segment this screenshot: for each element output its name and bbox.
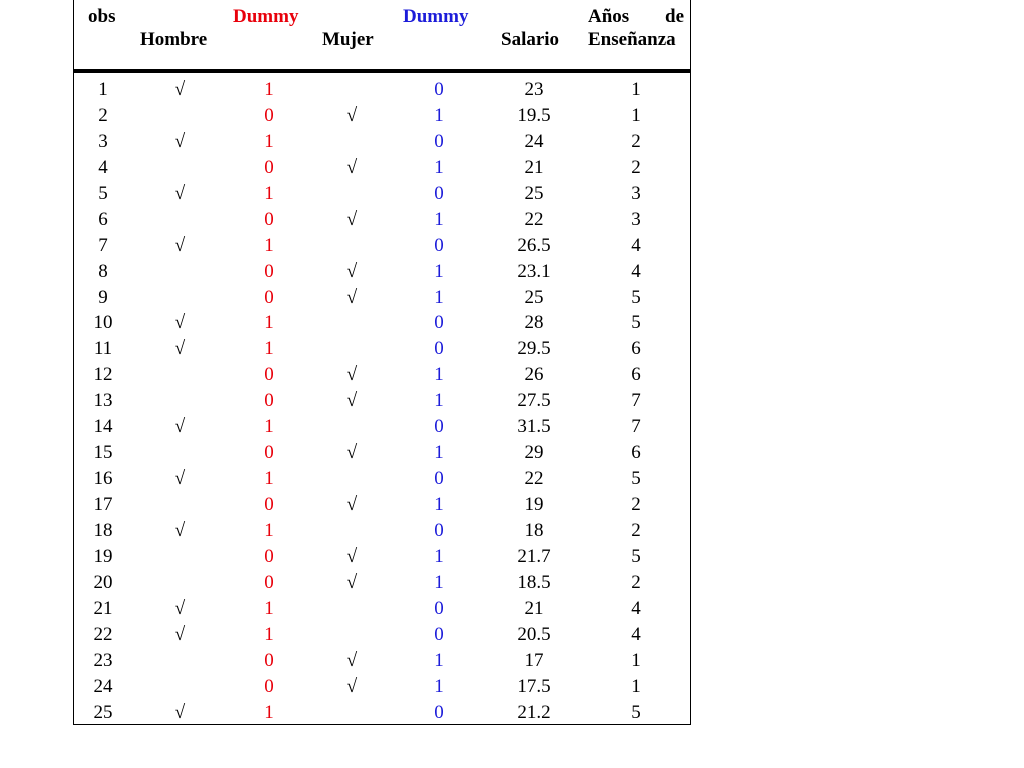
obs-cell: 13	[93, 390, 113, 412]
dummy-hombre-cell: 1	[264, 234, 274, 256]
obs-cell: 1	[98, 79, 108, 100]
dummy-mujer-cell: 1	[434, 442, 444, 464]
header-de: de	[665, 6, 684, 27]
salario-cell: 23	[524, 79, 544, 100]
obs-cell: 17	[93, 494, 113, 515]
mujer-check: √	[346, 545, 358, 567]
ensenanza-cell: 4	[631, 597, 641, 619]
dummy-hombre-cell: 1	[264, 701, 274, 723]
hombre-check: √	[174, 623, 186, 645]
hombre-check: √	[174, 338, 186, 360]
table-row	[74, 388, 690, 414]
header-salario: Salario	[501, 29, 560, 50]
dummy-hombre-cell: 0	[264, 571, 274, 593]
salario-cell: 28	[524, 312, 544, 334]
table-row	[74, 285, 690, 311]
dummy-mujer-cell: 1	[434, 260, 444, 282]
salario-cell: 17.5	[517, 675, 551, 697]
dummy-hombre-cell: 1	[264, 468, 274, 490]
mujer-check: √	[346, 260, 358, 282]
dummy-hombre-cell: 1	[264, 312, 274, 334]
ensenanza-cell: 7	[631, 390, 641, 412]
obs-cell: 24	[93, 675, 113, 697]
salario-cell: 18.5	[517, 571, 551, 593]
ensenanza-cell: 1	[631, 649, 641, 671]
dummy-mujer-cell: 0	[434, 468, 444, 490]
mujer-check: √	[346, 571, 358, 593]
dummy-mujer-cell: 0	[434, 79, 444, 100]
obs-cell: 20	[93, 571, 113, 593]
mujer-check: √	[346, 442, 358, 464]
table-row	[74, 181, 690, 207]
ensenanza-cell: 5	[631, 312, 641, 334]
dummy-hombre-cell: 1	[264, 416, 274, 438]
hombre-check: √	[174, 182, 186, 204]
salario-cell: 22	[524, 208, 544, 230]
mujer-check: √	[346, 675, 358, 697]
ensenanza-cell: 5	[631, 701, 641, 723]
dummy-mujer-cell: 1	[434, 545, 444, 567]
ensenanza-cell: 3	[631, 208, 641, 230]
obs-cell: 11	[93, 338, 113, 360]
hombre-check: √	[174, 130, 186, 152]
table-row	[74, 129, 690, 155]
hombre-check: √	[174, 234, 186, 256]
salario-cell: 26	[524, 364, 544, 386]
table-row	[74, 492, 690, 518]
salario-cell: 23.1	[517, 260, 551, 282]
table-body	[74, 77, 690, 725]
table-row	[74, 674, 690, 700]
dummy-hombre-cell: 1	[264, 130, 274, 152]
obs-cell: 3	[98, 130, 108, 152]
obs-cell: 23	[93, 649, 113, 671]
obs-cell: 9	[98, 286, 108, 308]
dummy-hombre-cell: 0	[264, 390, 274, 412]
dummy-mujer-cell: 1	[434, 208, 444, 230]
mujer-check: √	[346, 208, 358, 230]
dummy-mujer-cell: 1	[434, 675, 444, 697]
ensenanza-cell: 3	[631, 182, 641, 204]
ensenanza-cell: 5	[631, 468, 641, 490]
dummy-hombre-cell: 1	[264, 338, 274, 360]
mujer-check: √	[346, 286, 358, 308]
table-row	[74, 233, 690, 259]
obs-cell: 8	[98, 260, 108, 282]
dummy-mujer-cell: 0	[434, 234, 444, 256]
table-row	[74, 622, 690, 648]
dummy-mujer-cell: 0	[434, 597, 444, 619]
salario-cell: 29.5	[517, 338, 551, 360]
ensenanza-cell: 7	[631, 416, 641, 438]
obs-cell: 12	[93, 364, 113, 386]
salario-cell: 22	[524, 468, 544, 490]
ensenanza-cell: 4	[631, 623, 641, 645]
obs-cell: 21	[93, 597, 113, 619]
table-row	[74, 414, 690, 440]
table-row	[74, 570, 690, 596]
table-row	[74, 207, 690, 233]
dummy-mujer-cell: 1	[434, 494, 444, 515]
salario-cell: 21.2	[517, 701, 551, 723]
table-row	[74, 440, 690, 466]
mujer-check: √	[346, 364, 358, 386]
hombre-check: √	[174, 519, 186, 541]
salario-cell: 25	[524, 286, 544, 308]
obs-cell: 6	[98, 208, 108, 230]
dummy-hombre-cell: 0	[264, 675, 274, 697]
mujer-check: √	[346, 156, 358, 178]
table-row	[74, 259, 690, 285]
dummy-hombre-cell: 0	[264, 208, 274, 230]
ensenanza-cell: 1	[631, 79, 641, 100]
obs-cell: 18	[93, 519, 113, 541]
dummy-mujer-cell: 1	[434, 649, 444, 671]
table-row	[74, 466, 690, 492]
salario-cell: 21	[524, 597, 544, 619]
dummy-mujer-cell: 1	[434, 571, 444, 593]
ensenanza-cell: 2	[631, 571, 641, 593]
ensenanza-cell: 1	[631, 675, 641, 697]
header-obs: obs	[88, 6, 116, 27]
ensenanza-cell: 2	[631, 156, 641, 178]
hombre-check: √	[174, 312, 186, 334]
ensenanza-cell: 6	[631, 338, 641, 360]
ensenanza-cell: 5	[631, 545, 641, 567]
ensenanza-cell: 6	[631, 442, 641, 464]
ensenanza-cell: 5	[631, 286, 641, 308]
obs-cell: 14	[93, 416, 113, 438]
mujer-check: √	[346, 104, 358, 126]
dummy-hombre-cell: 0	[264, 494, 274, 515]
header-hombre: Hombre	[140, 29, 208, 50]
dummy-hombre-cell: 0	[264, 286, 274, 308]
table-row	[74, 596, 690, 622]
dummy-mujer-cell: 1	[434, 286, 444, 308]
table-row	[74, 155, 690, 181]
ensenanza-cell: 2	[631, 130, 641, 152]
ensenanza-cell: 2	[631, 494, 641, 515]
salario-cell: 25	[524, 182, 544, 204]
salario-cell: 21	[524, 156, 544, 178]
dummy-hombre-cell: 0	[264, 649, 274, 671]
salario-cell: 27.5	[517, 390, 551, 412]
ensenanza-cell: 4	[631, 260, 641, 282]
hombre-check: √	[174, 701, 186, 723]
dummy-mujer-cell: 1	[434, 364, 444, 386]
header-divider	[74, 69, 690, 73]
header-mujer: Mujer	[322, 29, 374, 50]
dummy-mujer-cell: 0	[434, 416, 444, 438]
obs-cell: 22	[93, 623, 113, 645]
dummy-hombre-cell: 0	[264, 545, 274, 567]
header-anos: Años	[588, 6, 630, 27]
table-row	[74, 77, 690, 103]
table-row	[74, 336, 690, 362]
ensenanza-cell: 4	[631, 234, 641, 256]
table-row	[74, 648, 690, 674]
obs-cell: 2	[98, 104, 108, 126]
dummy-mujer-cell: 0	[434, 338, 444, 360]
hombre-check: √	[174, 597, 186, 619]
hombre-check: √	[174, 468, 186, 490]
obs-cell: 10	[93, 312, 113, 334]
dummy-mujer-cell: 0	[434, 519, 444, 541]
header-ensenanza: Enseñanza	[588, 29, 676, 50]
salario-cell: 29	[524, 442, 544, 464]
dummy-hombre-cell: 1	[264, 519, 274, 541]
salario-cell: 31.5	[517, 416, 551, 438]
dummy-mujer-cell: 1	[434, 156, 444, 178]
mujer-check: √	[346, 494, 358, 515]
dummy-mujer-cell: 0	[434, 312, 444, 334]
table-header	[74, 0, 690, 69]
dummy-mujer-cell: 1	[434, 104, 444, 126]
obs-cell: 16	[93, 468, 113, 490]
obs-cell: 15	[93, 442, 113, 464]
dummy-hombre-cell: 0	[264, 156, 274, 178]
table-row	[74, 700, 690, 726]
salario-cell: 19	[524, 494, 544, 515]
dummy-hombre-cell: 1	[264, 597, 274, 619]
dummy-mujer-cell: 1	[434, 390, 444, 412]
dummy-hombre-cell: 0	[264, 364, 274, 386]
dummy-hombre-cell: 1	[264, 79, 274, 100]
table-row	[74, 544, 690, 570]
ensenanza-cell: 6	[631, 364, 641, 386]
mujer-check: √	[346, 649, 358, 671]
ensenanza-cell: 2	[631, 519, 641, 541]
ensenanza-cell: 1	[631, 104, 641, 126]
dummy-mujer-cell: 0	[434, 130, 444, 152]
dummy-hombre-cell: 1	[264, 182, 274, 204]
salario-cell: 18	[524, 519, 544, 541]
salario-cell: 20.5	[517, 623, 551, 645]
header-dummy-mujer: Dummy	[403, 6, 469, 27]
salario-cell: 24	[524, 130, 544, 152]
dummy-mujer-cell: 0	[434, 182, 444, 204]
dummy-hombre-cell: 0	[264, 104, 274, 126]
salario-cell: 21.7	[517, 545, 551, 567]
hombre-check: √	[174, 416, 186, 438]
data-table	[73, 0, 691, 725]
obs-cell: 19	[93, 545, 113, 567]
dummy-mujer-cell: 0	[434, 701, 444, 723]
dummy-hombre-cell: 0	[264, 260, 274, 282]
obs-cell: 5	[98, 182, 108, 204]
salario-cell: 26.5	[517, 234, 551, 256]
dummy-hombre-cell: 0	[264, 442, 274, 464]
mujer-check: √	[346, 390, 358, 412]
salario-cell: 17	[524, 649, 544, 671]
obs-cell: 25	[93, 701, 113, 723]
header-dummy-hombre: Dummy	[233, 6, 299, 27]
hombre-check: √	[174, 79, 186, 100]
salario-cell: 19.5	[517, 104, 551, 126]
table-row	[74, 103, 690, 129]
table-row	[74, 518, 690, 544]
dummy-mujer-cell: 0	[434, 623, 444, 645]
obs-cell: 4	[98, 156, 108, 178]
dummy-hombre-cell: 1	[264, 623, 274, 645]
table-row	[74, 362, 690, 388]
table-row	[74, 310, 690, 336]
obs-cell: 7	[98, 234, 108, 256]
